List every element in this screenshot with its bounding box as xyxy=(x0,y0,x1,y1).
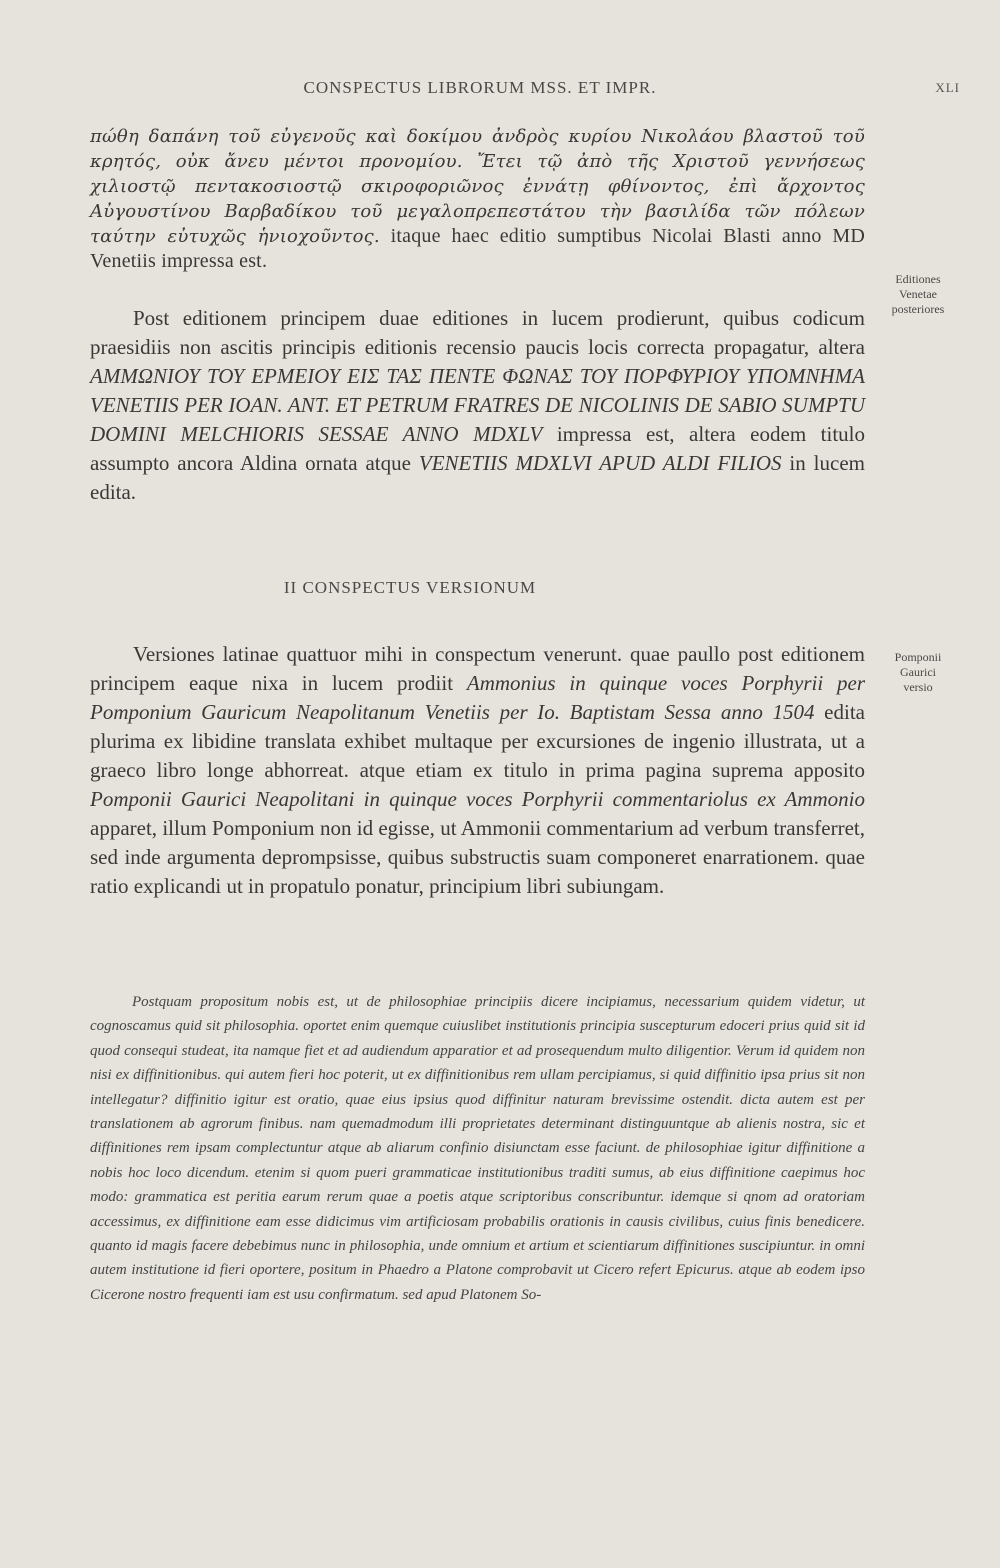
margin-note-line: versio xyxy=(903,680,933,694)
section-title: II CONSPECTUS VERSIONUM xyxy=(283,578,537,597)
paragraph-editions xyxy=(90,304,865,507)
versions-text-3: apparet, illum Pomponium non id egisse, ut Ammonii commentarium ad verbum transferret, sed inde argumenta deprompsisse, quibus substructis suam componeret enarrationem. quae ratio explicandi ut in propatulo ponatur, principium libri subiungam. xyxy=(90,816,865,898)
margin-note-line: Pomponii xyxy=(894,650,942,664)
versions-text: Versiones latinae quattuor mihi in conspectum venerunt. quae paullo post editionem principem eaque nixa in lucem prodiit xyxy=(90,642,865,695)
margin-note-editiones xyxy=(868,272,968,317)
margin-note-line: Venetae xyxy=(899,287,937,301)
greek-colophon-text: πώθη δαπάνη τοῦ εὐγενοῦς καὶ δοκίμου ἀνδρὸς κυρίου Νικολάου βλαστοῦ τοῦ κρητός, οὐκ ἄνευ μέντοι προνομίου. Ἔτει τῷ ἀπὸ τῆς Χριστοῦ γεννήσεως χιλιοστῷ πεντακοσιοστῷ σκιροφοριῶνος ἐννάτῃ φθίνοντος, ἐπὶ ἄρχοντος Αὐγουστίνου Βαρβαδίκου τοῦ μεγαλοπρεπεστάτου τὴν βασιλίδα τῶν πόλεων ταύτην εὐτυχῶς ἡνιοχοῦντος. itaque haec editio sumptibus Nicolai Blasti anno MD Venetiis impressa est. xyxy=(90,126,865,272)
page-header xyxy=(92,78,960,102)
edition-title-1546: VENETIIS MDXLVI APUD ALDI FILIOS xyxy=(418,451,782,475)
paragraph-versions xyxy=(90,640,865,901)
edition-title-1545: ΑΜΜΩΝΙΟΥ ΤΟΥ ΕΡΜΕΙΟΥ ΕΙΣ ΤΑΣ ΠΕΝΤΕ ΦΩΝΑΣ ΤΟΥ ΠΟΡΦΥΡΙΟΥ ΥΠΟΜΝΗΜΑ VENETIIS PER IOAN. ANT. ET PETRUM FRATRES DE NICOLINIS DE SABIO SUMPTU DOMINI MELCHIORIS SESSAE ANNO MDXLV xyxy=(90,364,865,446)
editions-text-2: impressa est, altera eodem titulo assumpto ancora Aldina ornata atque xyxy=(90,422,865,475)
gauricus-title: Ammonius in quinque voces Porphyrii per Pomponium Gauricum Neapolitanum Venetiis per Io. Baptistam Sessa anno 1504 xyxy=(90,671,865,724)
colophon-conclusion: itaque haec editio sumptibus Nicolai Blasti anno MD Venetiis impressa est. xyxy=(90,225,865,272)
quoted-passage: Postquam propositum nobis est, ut de philosophiae principiis dicere incipiamus, necessarium quidem videtur, ut cognoscamus quid sit philosophia. oportet enim quemque cuiuslibet institutionis principia suscepturum edoceri prius quid sit id quod consequi studeat, ita namque fiet et ad audiendum apparatior et ad prosequendum multo diligentior. Verum id quidem non nisi ex diffinitionibus. qui autem fieri hoc poterit, ut ex diffinitionibus rem ullam percipiamus, si quid diffinitio ipsa prius sit non intellegatur? diffinitio igitur est oratio, quae eius ipsius quod diffinitur naturam brevissime ostendit. dicta autem est per translationem ab agrorum finibus. nam quemadmodum illi proprietates determinant distinguuntque ab alienis nostra, sic et diffinitiones rem ipsam complectuntur atque ab aliarum confinio disiunctam esse faciunt. de philosophiae igitur diffinitione a nobis hoc loco dicendum. etenim si quom pueri grammaticae institutionibus traditi sumus, ab eius diffinitione caepimus hoc modo: grammatica est peritia earum rerum quae a poetis atque scriptoribus conscribuntur. idemque si qnom ad oratoriam accessimus, ex diffinitione eam esse didicimus vim artificiosam probabilis orationis in causis civilibus, cuius finis benedicere. quanto id magis facere debebimus nunc in philosophia, unde omnium et artium et scientiarum diffinitiones suscipiuntur. in omni autem institutione id fieri oportere, positum in Phaedro a Platone comprobavit ut Cicero refert Epicurus. atque ab eodem ipso Cicerone nostro frequenti iam est usu confirmatum. sed apud Platonem So- xyxy=(90,994,865,1303)
margin-note-pomponii xyxy=(868,650,968,695)
margin-note-line: Gaurici xyxy=(900,665,936,679)
margin-note-line: Editiones xyxy=(895,272,941,286)
editions-text-3: in lucem edita. xyxy=(90,451,865,504)
page-number: XLI xyxy=(935,80,960,95)
editions-text: Post editionem principem duae editiones in lucem prodierunt, quibus codicum praesidiis non ascitis principis editionis recensio paucis locis correcta propagatur, altera xyxy=(90,306,865,359)
margin-note-line: posteriores xyxy=(891,302,945,316)
gauricus-commentary-title: Pomponii Gaurici Neapolitani in quinque voces Porphyrii commentariolus ex Ammonio xyxy=(90,787,865,811)
versions-text-2: edita plurima ex libidine translata exhibet multaque per excursiones de ingenio illustrata, ut a graeco libro longe abhorreat. atque etiam ex titulo in prima pagina suprema apposito xyxy=(90,700,865,782)
running-title: CONSPECTUS LIBRORUM MSS. ET IMPR. xyxy=(303,78,657,97)
